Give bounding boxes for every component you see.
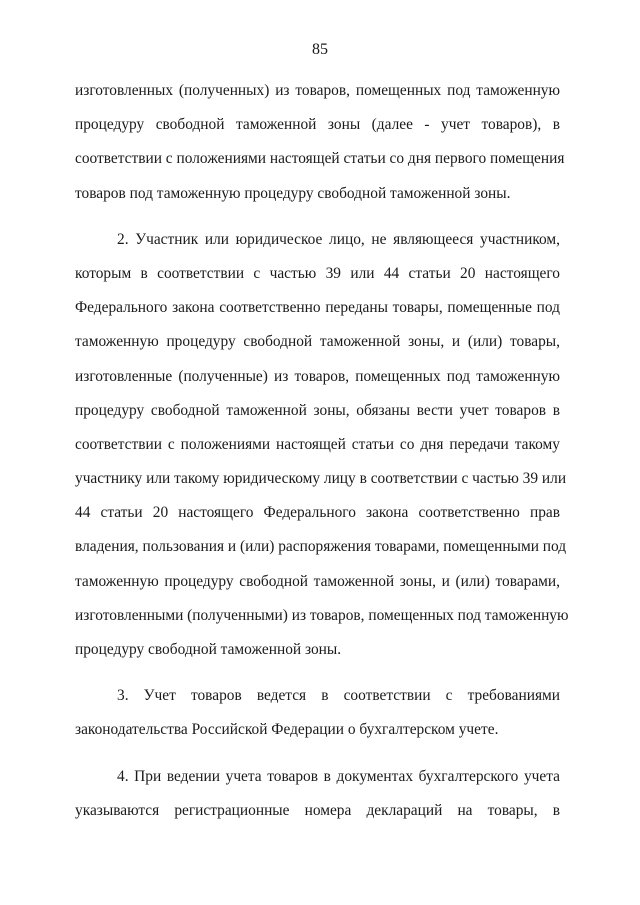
text-line: изготовленные (полученные) из товаров, помещенных под таможенную xyxy=(75,367,560,385)
text-line: таможенную процедуру свободной таможенной зоны, и (или) товары, xyxy=(75,333,560,351)
text-line: изготовленными (полученными) из товаров, помещенных под таможенную xyxy=(75,606,569,624)
text-line: товаров под таможенную процедуру свободной таможенной зоны. xyxy=(75,184,511,202)
text-line: указываются регистрационные номера деклараций на товары, в xyxy=(75,801,560,819)
text-line: 4. При ведении учета товаров в документах бухгалтерского учета xyxy=(117,767,560,785)
text-line: процедуру свободной таможенной зоны (далее - учет товаров), в xyxy=(75,116,560,134)
text-line: изготовленных (полученных) из товаров, помещенных под таможенную xyxy=(75,82,560,99)
paragraph-4 xyxy=(75,760,560,828)
paragraph-1 xyxy=(75,74,565,211)
text-line: Федерального закона соответственно переданы товары, помещенные под xyxy=(75,299,560,317)
text-line: 3. Учет товаров ведется в соответствии с требованиями xyxy=(117,687,560,705)
text-line: владения, пользования и (или) распоряжения товарами, помещенными под xyxy=(75,538,567,556)
text-line: 44 статьи 20 настоящего Федерального закона соответственно прав xyxy=(75,504,560,522)
document-body xyxy=(75,74,569,828)
paragraph-3 xyxy=(75,679,560,747)
page-number: 85 xyxy=(312,41,328,58)
text-line: участнику или такому юридическому лицу в соответствии с частью 39 или xyxy=(75,470,567,488)
text-line: законодательства Российской Федерации о бухгалтерском учете. xyxy=(75,721,499,739)
paragraph-2 xyxy=(75,223,569,667)
text-line: 2. Участник или юридическое лицо, не являющееся участником, xyxy=(117,230,560,248)
text-line: соответствии с положениями настоящей статьи со дня передачи такому xyxy=(75,435,560,453)
text-line: которым в соответствии с частью 39 или 44 статьи 20 настоящего xyxy=(75,264,560,282)
text-line: соответствии с положениями настоящей статьи со дня первого помещения xyxy=(75,150,565,168)
text-line: процедуру свободной таможенной зоны, обязаны вести учет товаров в xyxy=(75,401,560,419)
text-line: таможенную процедуру свободной таможенной зоны, и (или) товарами, xyxy=(75,572,560,590)
text-line: процедуру свободной таможенной зоны. xyxy=(75,641,342,658)
